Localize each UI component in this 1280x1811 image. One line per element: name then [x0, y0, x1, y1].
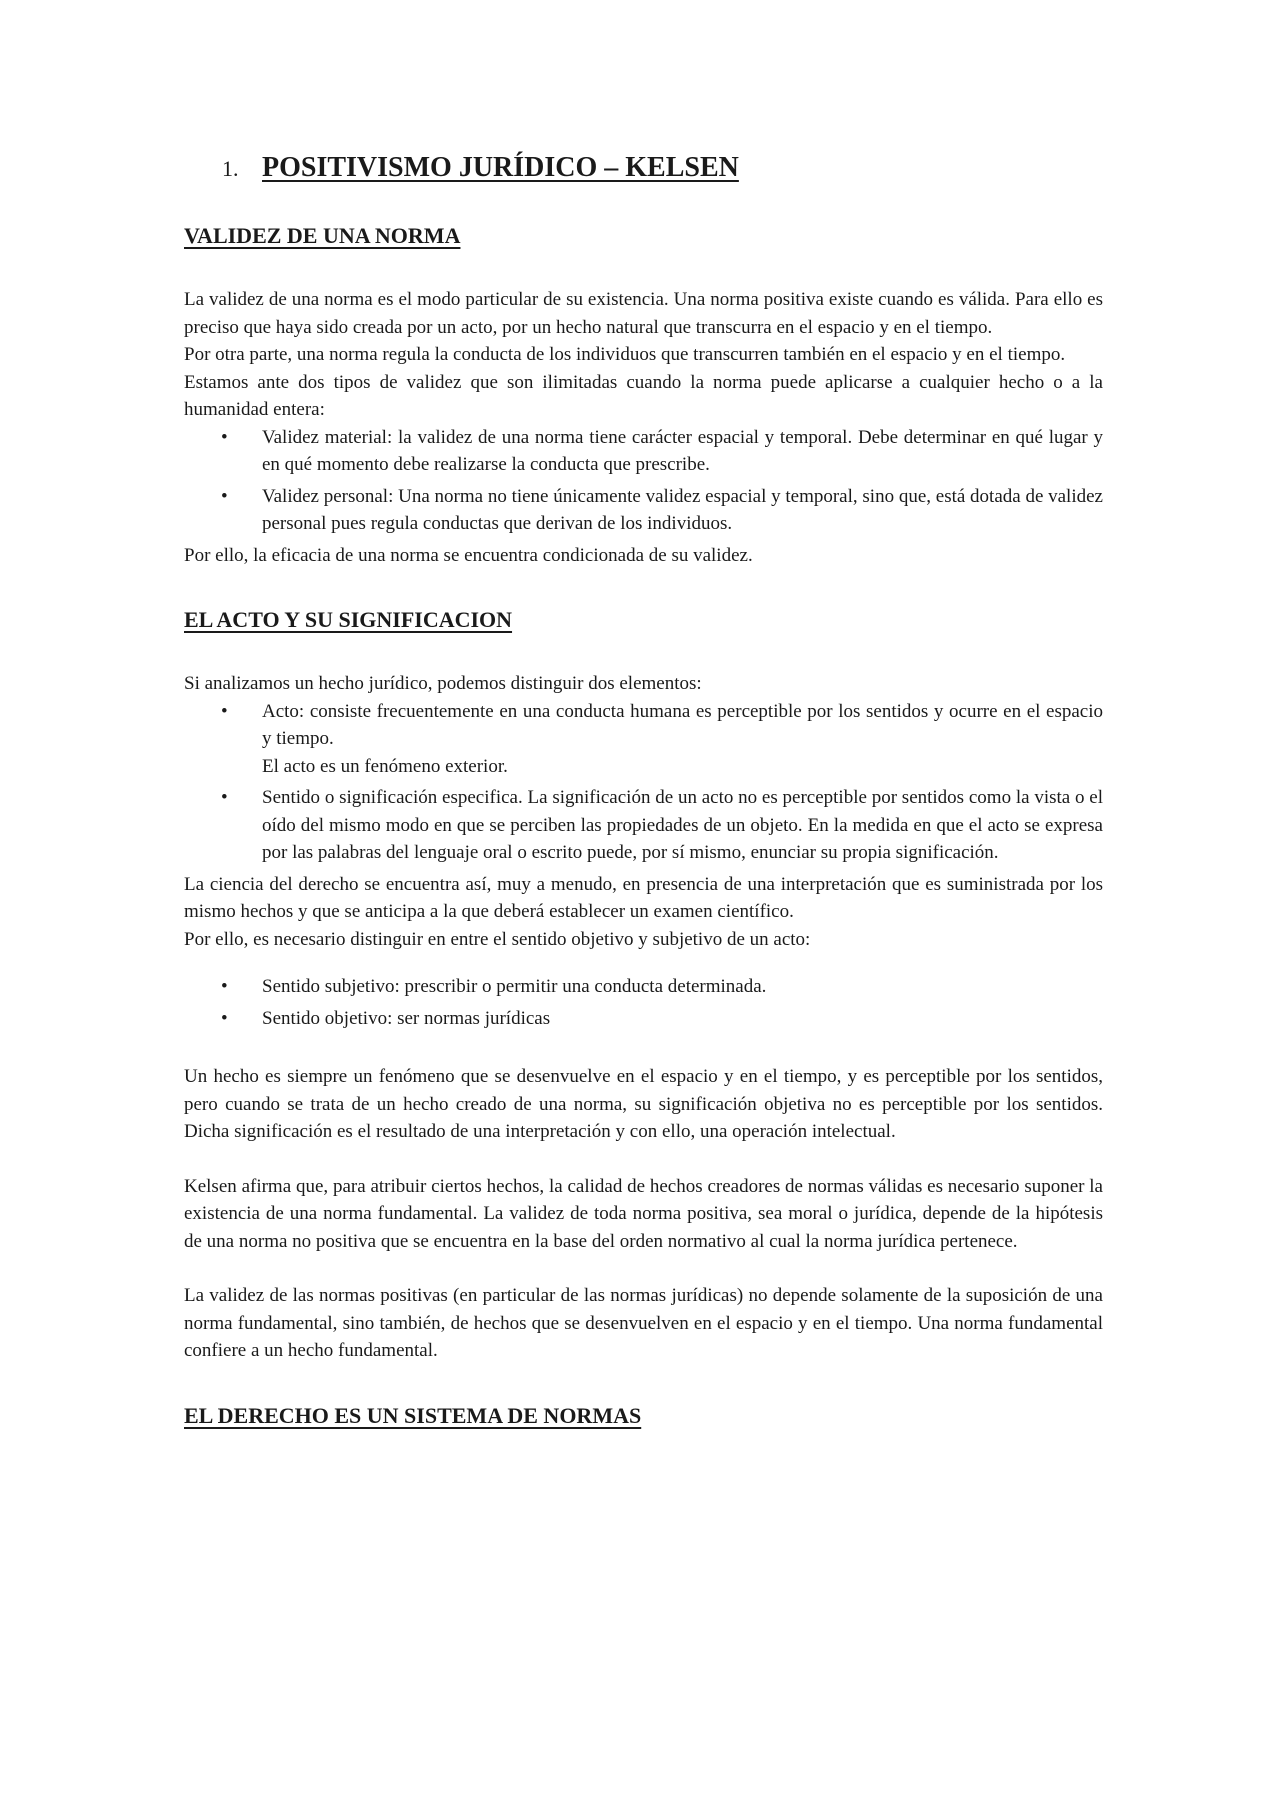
list-item	[184, 483, 1103, 538]
paragraph: Si analizamos un hecho jurídico, podemos distinguir dos elementos:	[184, 673, 702, 694]
title-text: POSITIVISMO JURÍDICO – KELSEN	[262, 152, 739, 183]
heading-acto: EL ACTO Y SU SIGNIFICACION	[184, 607, 513, 632]
paragraph: Por ello, la eficacia de una norma se encuentra condicionada de su validez.	[184, 544, 753, 566]
paragraph: La validez de una norma es el modo particular de su existencia. Una norma positiva existe cuando es válida. Para ello es preciso que haya sido creada por un acto, por un hecho natural que transcurra en el espacio y en el tiempo.	[184, 289, 1103, 338]
list-item-text: Sentido objetivo: ser normas jurídicas	[262, 1007, 551, 1029]
list-item-text: Acto: consiste frecuentemente en una conducta humana es perceptible por los sentidos y ocurre en el espacio y tiempo.	[262, 700, 1103, 749]
list-item-text: Validez material: la validez de una norma tiene carácter espacial y temporal. Debe determinar en qué lugar y en qué momento debe realizarse la conducta que prescribe.	[262, 426, 1103, 475]
bullet-list	[184, 698, 1103, 867]
bullet-icon: •	[221, 700, 228, 722]
document-title	[222, 148, 1103, 189]
document-body	[184, 148, 1103, 1431]
list-item	[184, 784, 1103, 867]
heading-validez: VALIDEZ DE UNA NORMA	[184, 223, 461, 248]
bullet-icon: •	[221, 976, 228, 997]
bullet-icon: •	[221, 426, 228, 448]
bullet-icon: •	[221, 1007, 228, 1029]
bullet-icon: •	[221, 787, 228, 808]
list-item-text: Sentido subjetivo: prescribir o permitir una conducta determinada.	[262, 976, 767, 997]
paragraph: Por otra parte, una norma regula la conducta de los individuos que transcurren también en el espacio y en el tiempo.	[184, 344, 1066, 365]
paragraph: Kelsen afirma que, para atribuir ciertos hechos, la calidad de hechos creadores de normas válidas es necesario suponer la existencia de una norma fundamental. La validez de toda norma positiva, sea moral o jurídica, depende de la hipótesis de una norma no positiva que se encuentra en la base del orden normativo al cual la norma jurídica pertenece.	[184, 1175, 1103, 1252]
heading-derecho: EL DERECHO ES UN SISTEMA DE NORMAS	[184, 1402, 642, 1428]
paragraph: Un hecho es siempre un fenómeno que se desenvuelve en el espacio y en el tiempo, y es perceptible por los sentidos, pero cuando se trata de un hecho creado de una norma, su significación objetiva no es perceptible por los sentidos. Dicha significación es el resultado de una interpretación y con ello, una operación intelectual.	[184, 1066, 1103, 1142]
list-item	[184, 1005, 1103, 1033]
list-item	[184, 424, 1103, 479]
paragraph: Estamos ante dos tipos de validez que son ilimitadas cuando la norma puede aplicarse a cualquier hecho o a la humanidad entera:	[184, 371, 1103, 420]
list-item-text: El acto es un fenómeno exterior.	[262, 755, 508, 777]
bullet-list	[184, 424, 1103, 538]
paragraph: La validez de las normas positivas (en particular de las normas jurídicas) no depende solamente de la suposición de una norma fundamental, sino también, de hechos que se desenvuelven en el espacio y en el tiempo. Una norma fundamental confiere a un hecho fundamental.	[184, 1285, 1103, 1361]
title-number: 1.	[222, 156, 239, 181]
list-item	[184, 973, 1103, 1001]
list-item-text: Validez personal: Una norma no tiene únicamente validez espacial y temporal, sino que, está dotada de validez personal pues regula conductas que derivan de los individuos.	[262, 485, 1103, 534]
bullet-list	[184, 973, 1103, 1032]
bullet-icon: •	[221, 485, 228, 507]
paragraph: Por ello, es necesario distinguir en entre el sentido objetivo y subjetivo de un acto:	[184, 928, 811, 950]
list-item-text: Sentido o significación especifica. La significación de un acto no es perceptible por sentidos como la vista o el oído del mismo modo en que se perciben las propiedades de un objeto. En la medida en que el acto se expresa por las palabras del lenguaje oral o escrito puede, por sí mismo, enunciar su propia significación.	[262, 787, 1103, 863]
list-item	[184, 698, 1103, 781]
paragraph: La ciencia del derecho se encuentra así, muy a menudo, en presencia de una interpretación que es suministrada por los mismo hechos y que se anticipa a la que deberá establecer un examen científico.	[184, 873, 1103, 922]
